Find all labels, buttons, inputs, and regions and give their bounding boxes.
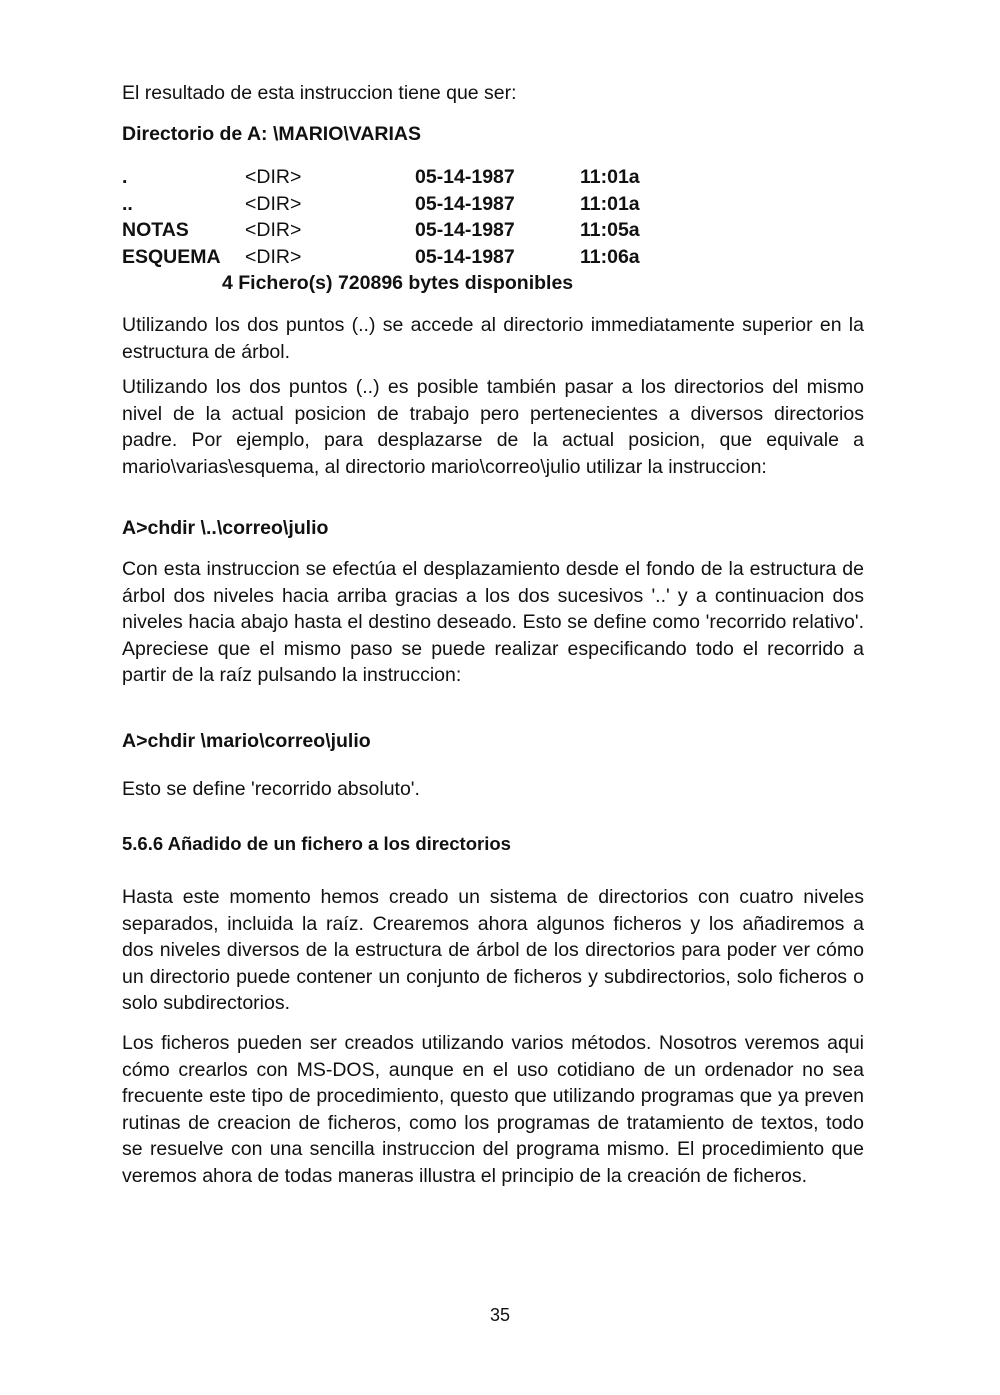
paragraph: Con esta instruccion se efectúa el desplazamiento desde el fondo de la estructura de árbol dos niveles hacia arriba gracias a los dos sucesivos '..' y a continuacion dos niveles hacia abajo hasta el destino deseado. Esto se define como 'recorrido relativo'. Apreciese que el mismo paso se puede realizar especificando todo el recorrido a partir de la raíz pulsando la instruccion: [122,558,864,687]
entry-type: <DIR> [245,245,302,268]
paragraph: Esto se define 'recorrido absoluto'. [122,778,420,800]
entry-type: <DIR> [245,192,302,215]
command-line: A>chdir \mario\correo\julio [122,730,371,752]
directory-listing [122,164,682,294]
entry-name: ESQUEMA [122,245,221,268]
paragraph: Hasta este momento hemos creado un sistema de directorios con cuatro niveles separados, incluida la raíz. Crearemos ahora algunos ficheros y los añadiremos a dos niveles diversos de la estructura de árbol de los directorios para poder ver cómo un directorio puede contener un conjunto de ficheros y subdirectorios, solo ficheros o solo subdirectorios. [122,886,864,1015]
listing-row [122,244,682,271]
listing-header: Directorio de A: \MARIO\VARIAS [122,123,422,145]
paragraph: Los ficheros pueden ser creados utilizando varios métodos. Nosotros veremos aqui cómo crearlos con MS-DOS, aunque en el uso cotidiano de un ordenador no sea frecuente este tipo de procedimiento, questo que utilizando programas que ya preven rutinas de creacion de ficheros, como los programas de tratamiento de textos, todo se resuelve con una sencilla instruccion del programa mismo. El procedimiento que veremos ahora de todas maneras illustra el principio de la creación de ficheros. [122,1032,864,1187]
entry-date: 05-14-1987 [415,166,515,188]
entry-type: <DIR> [245,166,302,188]
entry-time: 11:01a [580,166,640,188]
entry-date: 05-14-1987 [415,192,515,215]
entry-name: NOTAS [122,219,189,241]
entry-time: 11:01a [580,192,640,215]
listing-summary: 4 Fichero(s) 720896 bytes disponibles [222,272,574,294]
entry-date: 05-14-1987 [415,219,515,241]
entry-name: . [122,166,128,188]
entry-type: <DIR> [245,219,302,241]
section-heading: 5.6.6 Añadido de un fichero a los directorios [122,833,511,854]
entry-time: 11:06a [580,245,640,268]
entry-date: 05-14-1987 [415,245,515,268]
paragraph: Utilizando los dos puntos (..) es posible también pasar a los directorios del mismo nivel de la actual posicion de trabajo pero pertenecientes a diversos directorios padre. Por ejemplo, para desplazarse de la actual posicion, que equivale a mario\varias\esquema, al directorio mario\correo\julio utilizar la instruccion: [122,376,864,478]
intro-text: El resultado de esta instruccion tiene que ser: [122,82,517,104]
entry-time: 11:05a [580,219,640,241]
command-line: A>chdir \..\correo\julio [122,517,329,539]
entry-name: .. [122,192,133,215]
page-number: 35 [489,1305,511,1325]
paragraph: Utilizando los dos puntos (..) se accede al directorio immediatamente superior en la estructura de árbol. [122,314,864,363]
listing-row [122,191,682,218]
listing-row [122,217,682,244]
listing-row [122,164,682,191]
